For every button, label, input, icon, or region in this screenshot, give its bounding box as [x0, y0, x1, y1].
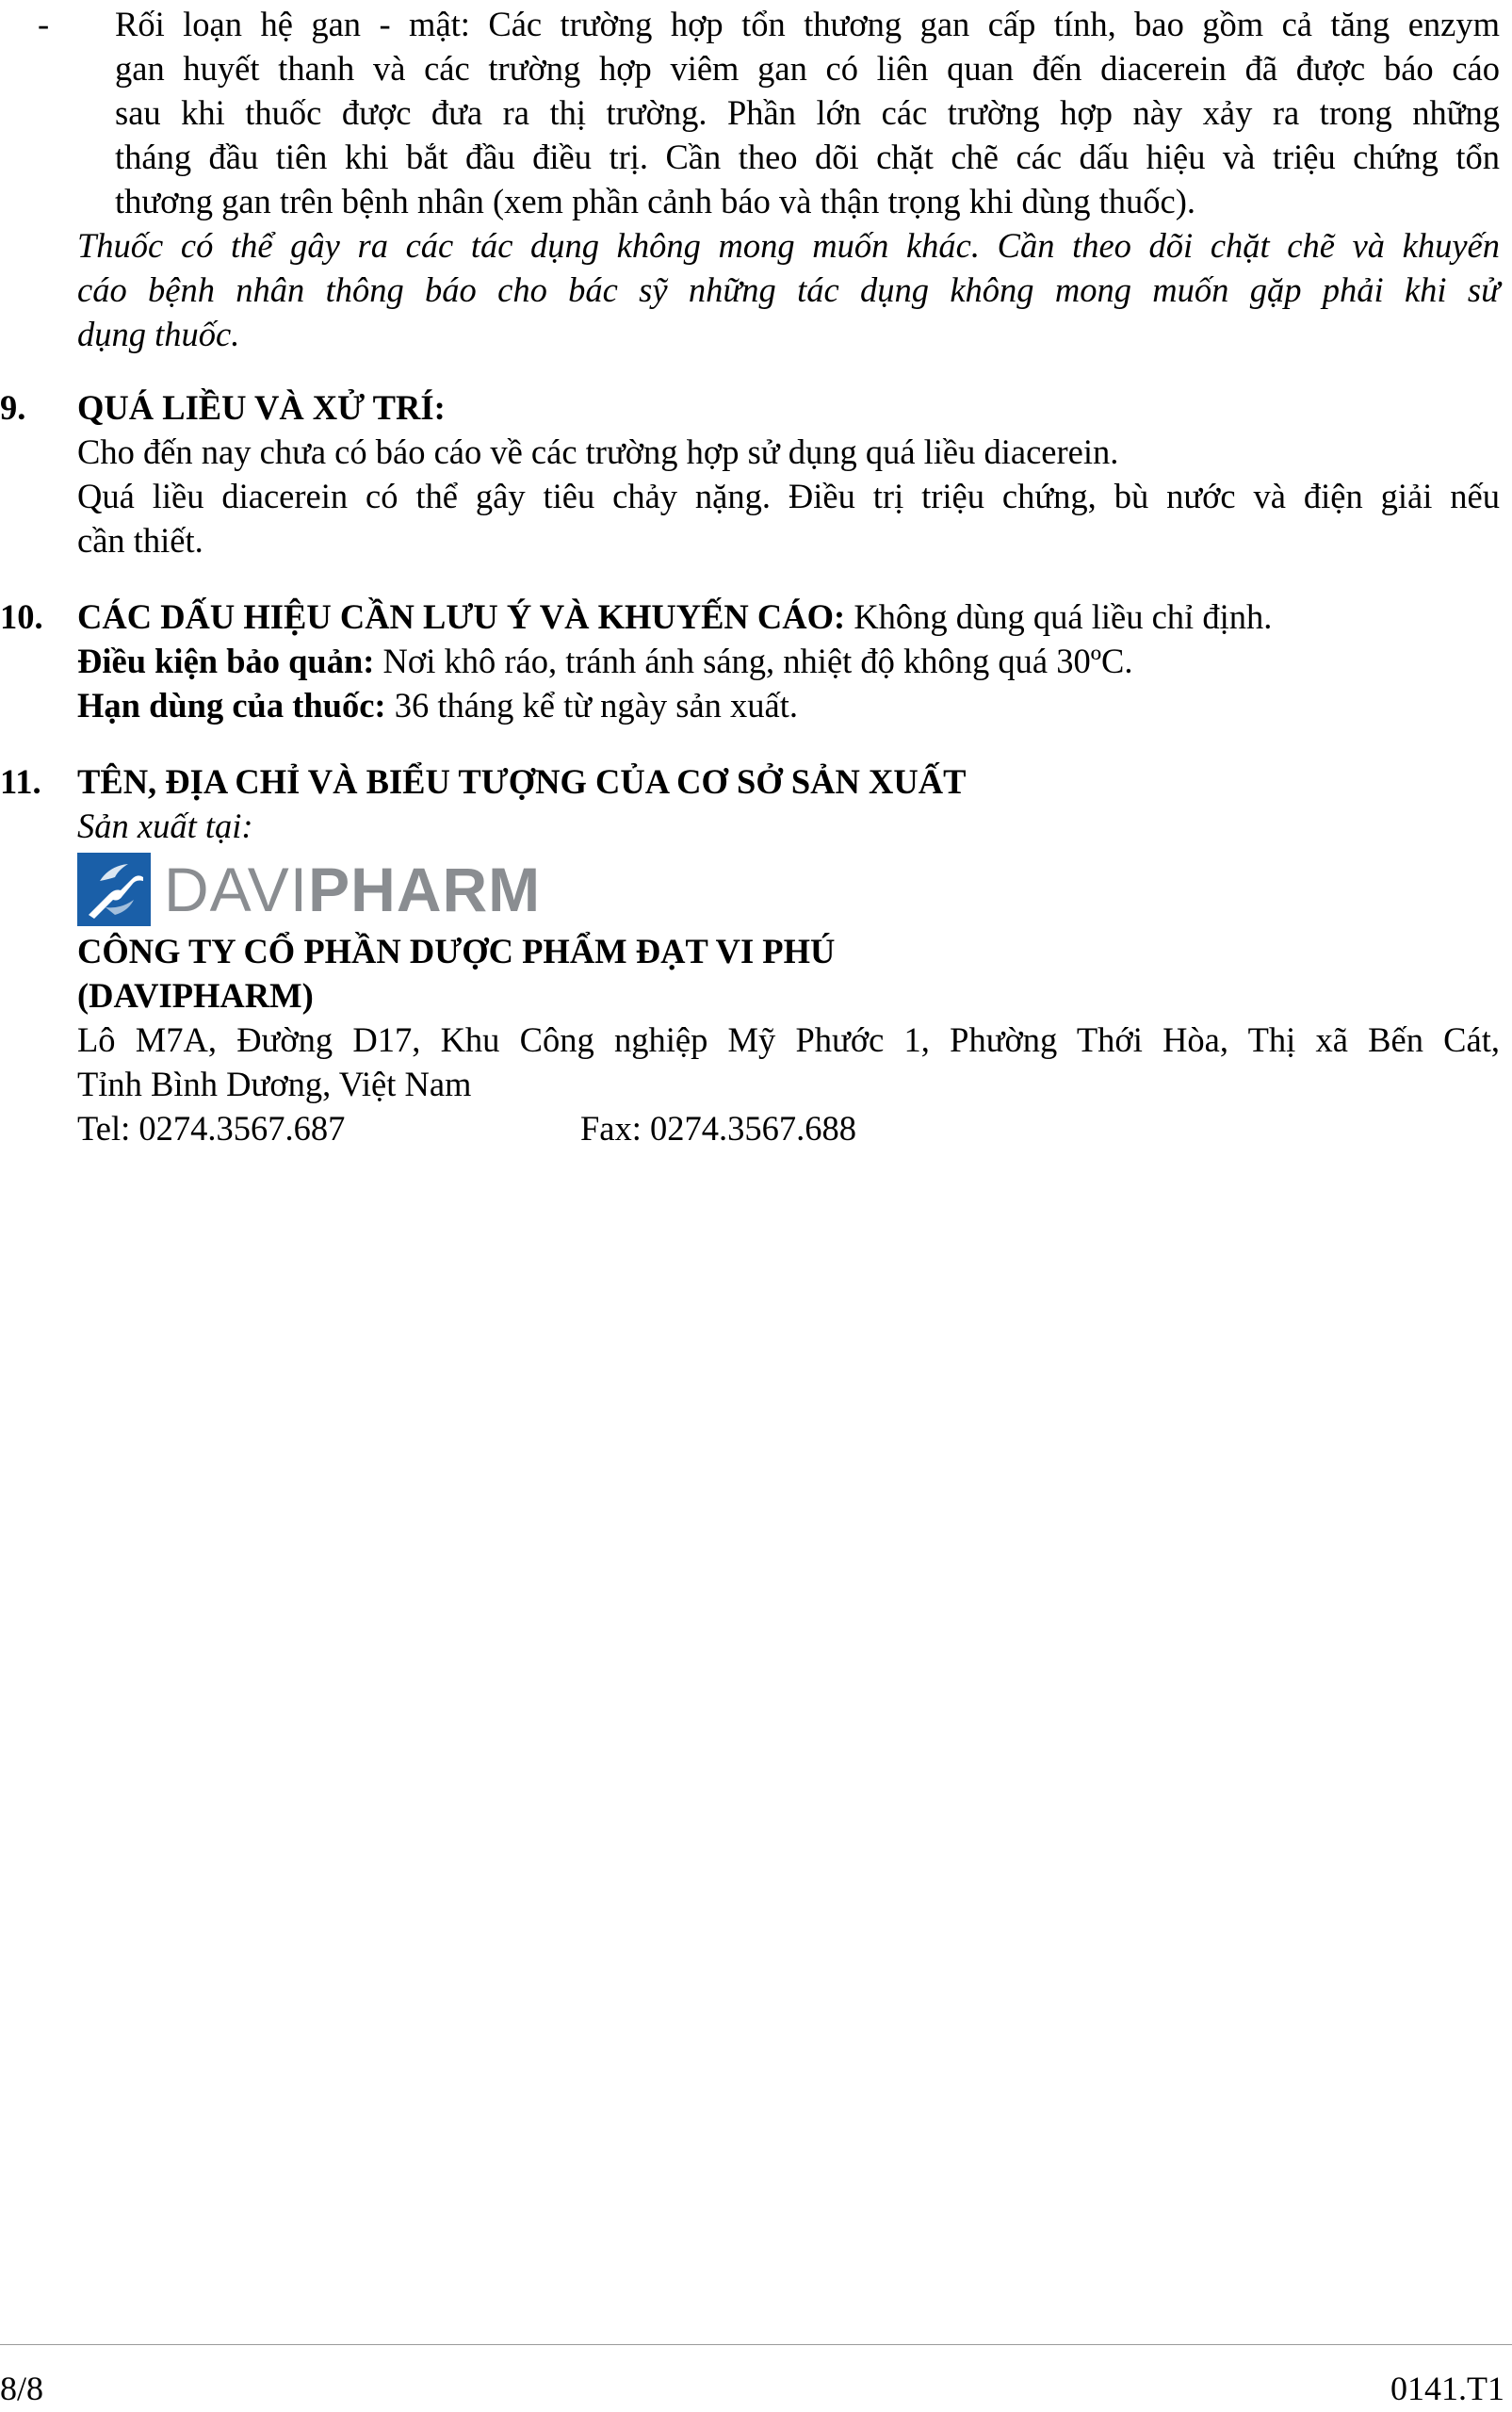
text-line: cần thiết.: [77, 521, 203, 560]
company-short-name: (DAVIPHARM): [77, 976, 314, 1015]
section-number: 11.: [0, 762, 41, 801]
telephone: Tel: 0274.3567.687: [77, 1109, 346, 1148]
page-number: 8/8: [0, 2370, 44, 2407]
section-warnings: [0, 595, 1500, 727]
text-line: thương gan trên bệnh nhân (xem phần cảnh báo và thận trọng khi dùng thuốc).: [115, 182, 1195, 220]
section-overdose: [0, 385, 1500, 562]
bullet-dash: -: [38, 5, 50, 43]
shelf-life-label: Hạn dùng của thuốc:: [77, 686, 386, 725]
section-number: 10.: [0, 597, 43, 636]
liver-disorder-text: [115, 2, 1500, 223]
text-line: Rối loạn hệ gan - mật: Các trường hợp tổn thương gan cấp tính, bao gồm cả tăng enzym: [115, 5, 1500, 43]
section-manufacturer: [0, 759, 1500, 1150]
document-code: 0141.T1: [1390, 2370, 1504, 2407]
section-title: QUÁ LIỀU VÀ XỬ TRÍ:: [77, 388, 446, 427]
shelf-life-line: [77, 683, 1500, 727]
text-line: Thuốc có thể gây ra các tác dụng không mong muốn khác. Cần theo dõi chặt chẽ và khuyến: [77, 226, 1500, 265]
liver-disorder-bullet: [38, 2, 1500, 223]
shelf-life-text: 36 tháng kể từ ngày sản xuất.: [385, 686, 798, 725]
text-line: Cho đến nay chưa có báo cáo về các trường hợp sử dụng quá liều diacerein.: [77, 432, 1119, 471]
contact-row: [77, 1106, 1500, 1150]
section-title: TÊN, ĐỊA CHỈ VÀ BIỂU TƯỢNG CỦA CƠ SỞ SẢN XUẤT: [77, 762, 967, 801]
footer-divider: [0, 2344, 1512, 2345]
storage-label: Điều kiện bảo quản:: [77, 642, 375, 680]
storage-text: Nơi khô ráo, tránh ánh sáng, nhiệt độ không quá 30ºC.: [374, 642, 1133, 680]
text-line: cáo bệnh nhân thông báo cho bác sỹ những tác dụng không mong muốn gặp phải khi sử: [77, 270, 1500, 309]
section-title: CÁC DẤU HIỆU CẦN LƯU Ý VÀ KHUYẾN CÁO:: [77, 597, 846, 636]
side-effect-note: [77, 223, 1500, 356]
davipharm-mark-icon: [77, 853, 151, 926]
davipharm-logo: [77, 852, 1500, 927]
storage-line: [77, 639, 1500, 683]
text-line: Quá liều diacerein có thể gây tiêu chảy nặng. Điều trị triệu chứng, bù nước và điện giải nếu: [77, 477, 1500, 515]
made-at-label: Sản xuất tại:: [77, 807, 253, 845]
address-line: Lô M7A, Đường D17, Khu Công nghiệp Mỹ Phước 1, Phường Thới Hòa, Thị xã Bến Cát,: [77, 1020, 1500, 1059]
address-line: Tỉnh Bình Dương, Việt Nam: [77, 1065, 472, 1103]
logo-text-pharm: PHARM: [308, 855, 542, 924]
logo-wordmark: [164, 855, 542, 924]
text-line: gan huyết thanh và các trường hợp viêm gan có liên quan đến diacerein đã được báo cáo: [115, 49, 1500, 88]
warnings-line: [77, 595, 1500, 639]
warnings-text: Không dùng quá liều chỉ định.: [845, 597, 1273, 636]
logo-text-davi: DAVI: [164, 855, 309, 924]
text-line: tháng đầu tiên khi bắt đầu điều trị. Cần theo dõi chặt chẽ các dấu hiệu và triệu chứng tổn: [115, 138, 1500, 176]
fax: Fax: 0274.3567.688: [580, 1109, 857, 1148]
text-line: sau khi thuốc được đưa ra thị trường. Phần lớn các trường hợp này xảy ra trong những: [115, 93, 1500, 132]
text-line: dụng thuốc.: [77, 315, 240, 353]
section-number: 9.: [0, 388, 26, 427]
company-name: CÔNG TY CỔ PHẦN DƯỢC PHẨM ĐẠT VI PHÚ: [77, 932, 836, 970]
